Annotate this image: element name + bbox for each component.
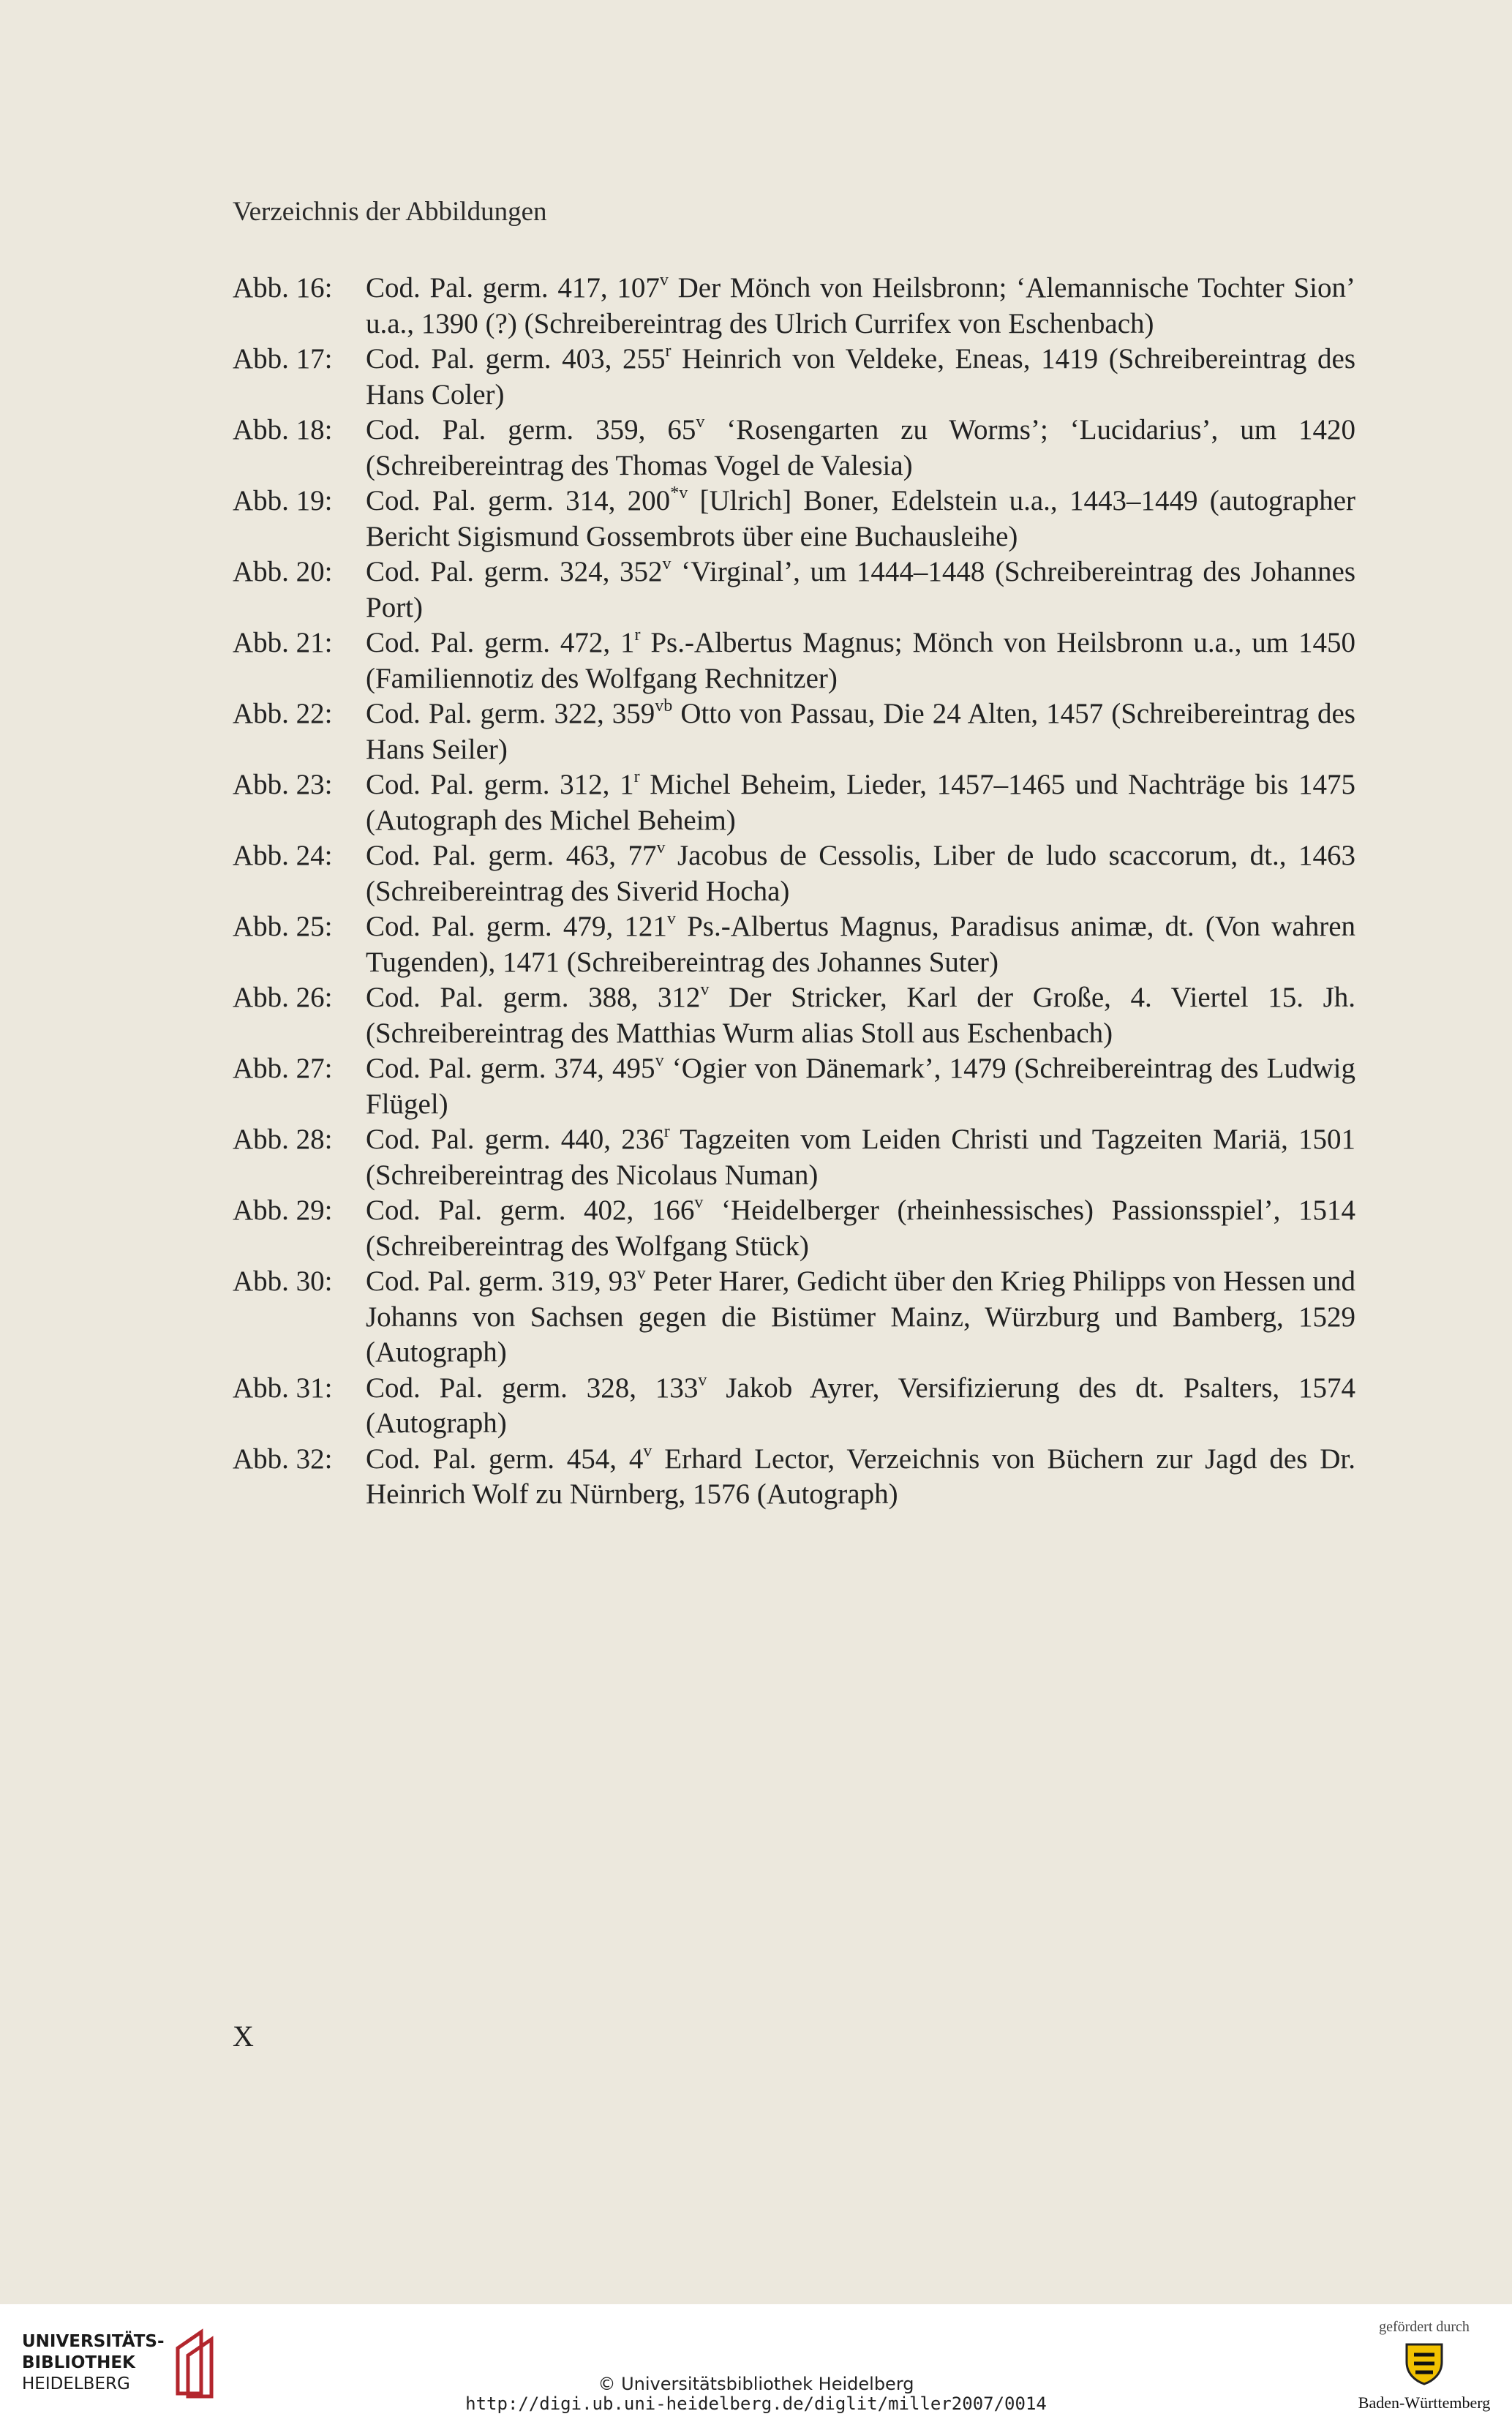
caption-description: Ps.-Albertus Magnus, Paradisus animæ, dt. (Von wahren Tugenden), 1471 (Schreibereintrag des Johannes Suter) [366,911,1356,978]
figure-caption [366,1442,1355,1513]
figure-number: Abb. 21: [233,627,333,658]
folio-side: r [663,1122,670,1141]
caption-shelfmark: Cod. Pal. germ. 463, 77 [366,840,657,871]
figure-number: Abb. 17: [233,343,333,375]
figure-caption [366,767,1355,838]
funding-credit [1351,2319,1497,2412]
figure-number: Abb. 29: [233,1195,333,1226]
figure-number: Abb. 32: [233,1443,333,1475]
folio-side: v [655,1051,664,1070]
caption-description: ‘Ogier von Dänemark’, 1479 (Schreibereintrag des Ludwig Flügel) [366,1053,1356,1120]
caption-description: Otto von Passau, Die 24 Alten, 1457 (Schreibereintrag des Hans Seiler) [366,698,1355,765]
caption-shelfmark: Cod. Pal. germ. 479, 121 [366,911,667,942]
folio-side: v [700,980,710,999]
caption-description: ‘Rosengarten zu Worms’; ‘Lucidarius’, um 1420 (Schreibereintrag des Thomas Vogel de Valesia) [366,414,1356,481]
figure-caption [366,1264,1355,1371]
caption-shelfmark: Cod. Pal. germ. 314, 200 [366,485,671,516]
folio-side: v [656,838,666,857]
caption-shelfmark: Cod. Pal. germ. 402, 166 [366,1195,695,1226]
figure-caption [366,980,1355,1051]
figure-number: Abb. 23: [233,769,333,800]
figure-entry [233,980,1355,1051]
figure-number: Abb. 31: [233,1372,333,1404]
caption-description: Jakob Ayrer, Versifizierung des dt. Psalters, 1574 (Autograph) [366,1372,1355,1439]
figure-number: Abb. 25: [233,911,333,942]
figure-number: Abb. 30: [233,1265,333,1297]
caption-description: Der Stricker, Karl der Große, 4. Viertel 15. Jh. (Schreibereintrag des Matthias Wurm alias Stoll aus Eschenbach) [366,982,1356,1049]
figure-list [233,271,1355,1513]
folio-side: v [698,1370,707,1390]
caption-shelfmark: Cod. Pal. germ. 417, 107 [366,272,660,304]
figure-entry [233,271,1355,342]
folio-side: v [666,909,676,928]
figure-caption [366,484,1355,554]
caption-shelfmark: Cod. Pal. germ. 403, 255 [366,343,666,375]
figure-number: Abb. 19: [233,485,333,516]
figure-entry [233,1442,1355,1513]
folio-side: v [694,1193,704,1212]
figure-caption [366,1371,1355,1442]
folio-side: r [665,342,672,361]
figure-entry [233,484,1355,554]
caption-description: Tagzeiten vom Leiden Christi und Tagzeiten Mariä, 1501 (Schreibereintrag des Nicolaus Numan) [366,1124,1356,1191]
caption-description: ‘Virginal’, um 1444–1448 (Schreibereintrag des Johannes Port) [366,556,1355,623]
figure-entry [233,767,1355,838]
figure-caption [366,838,1355,909]
library-name-line3: HEIDELBERG [22,2374,130,2393]
caption-shelfmark: Cod. Pal. germ. 388, 312 [366,982,701,1013]
figure-caption [366,625,1355,696]
figure-number: Abb. 16: [233,272,333,304]
page-number: X [233,2020,254,2053]
caption-description: [Ulrich] Boner, Edelstein u.a., 1443–1449 (autographer Bericht Sigismund Gossembrots über eine Buchausleihe) [366,485,1355,552]
figure-entry [233,625,1355,696]
figure-entry [233,1193,1355,1264]
folio-side: vb [655,696,673,715]
figure-entry [233,1264,1355,1371]
folio-side: v [662,554,672,573]
figure-number: Abb. 27: [233,1053,333,1084]
caption-shelfmark: Cod. Pal. germ. 322, 359 [366,698,655,729]
caption-shelfmark: Cod. Pal. germ. 472, 1 [366,627,635,658]
folio-side: v [643,1441,652,1461]
folio-side: v [696,413,705,432]
folio-side: *v [670,484,688,503]
figure-number: Abb. 18: [233,414,333,445]
figure-caption [366,1051,1355,1122]
caption-description: Jacobus de Cessolis, Liber de ludo scaccorum, dt., 1463 (Schreibereintrag des Siverid Hocha) [366,840,1355,907]
running-head: Verzeichnis der Abbildungen [233,197,547,227]
figure-caption [366,554,1355,625]
figure-caption [366,271,1355,342]
caption-description: Peter Harer, Gedicht über den Krieg Philipps von Hessen und Johanns von Sachsen gegen die Bistümer Mainz, Würzburg und Bamberg, 1529 (Autograph) [366,1265,1355,1368]
figure-caption [366,413,1355,484]
caption-shelfmark: Cod. Pal. germ. 374, 495 [366,1053,655,1084]
folio-side: v [659,271,669,290]
copyright-notice: © Universitätsbibliothek Heidelberg [598,2374,914,2394]
figure-number: Abb. 20: [233,556,333,587]
figure-entry [233,413,1355,484]
figure-entry [233,342,1355,413]
figure-number: Abb. 24: [233,840,333,871]
figure-entry [233,554,1355,625]
permalink[interactable]: http://digi.ub.uni-heidelberg.de/diglit/miller2007/0014 [465,2393,1047,2414]
figure-number: Abb. 26: [233,982,333,1013]
figure-entry [233,1122,1355,1193]
figure-caption [366,1193,1355,1264]
folio-side: r [633,767,640,786]
figure-entry [233,696,1355,767]
figure-entry [233,1051,1355,1122]
figure-caption [366,1122,1355,1193]
figure-number: Abb. 22: [233,698,333,729]
caption-shelfmark: Cod. Pal. germ. 324, 352 [366,556,663,587]
library-name-line2: BIBLIOTHEK [22,2353,135,2372]
caption-shelfmark: Cod. Pal. germ. 454, 4 [366,1443,644,1475]
caption-shelfmark: Cod. Pal. germ. 312, 1 [366,769,634,800]
funding-state: Baden-Württemberg [1358,2393,1491,2412]
figure-entry [233,838,1355,909]
funding-label: gefördert durch [1379,2319,1470,2335]
caption-shelfmark: Cod. Pal. germ. 359, 65 [366,414,696,445]
figure-caption [366,909,1355,980]
figure-number: Abb. 28: [233,1124,333,1155]
viewer-footer [0,2304,1512,2422]
folio-side: v [636,1264,646,1283]
caption-shelfmark: Cod. Pal. germ. 319, 93 [366,1265,637,1297]
caption-description: Erhard Lector, Verzeichnis von Büchern zur Jagd des Dr. Heinrich Wolf zu Nürnberg, 1576 (Autograph) [366,1443,1356,1510]
figure-entry [233,909,1355,980]
folio-side: r [634,625,641,644]
caption-description: Heinrich von Veldeke, Eneas, 1419 (Schreibereintrag des Hans Coler) [366,343,1355,410]
caption-shelfmark: Cod. Pal. germ. 328, 133 [366,1372,699,1404]
caption-description: Ps.-Albertus Magnus; Mönch von Heilsbronn u.a., um 1450 (Familiennotiz des Wolfgang Rechnitzer) [366,627,1355,694]
figure-caption [366,696,1355,767]
caption-description: ‘Heidelberger (rheinhessisches) Passionsspiel’, 1514 (Schreibereintrag des Wolfgang Stück) [366,1195,1355,1262]
figure-entry [233,1371,1355,1442]
state-crest-icon [1404,2340,1445,2385]
library-name-line1: UNIVERSITÄTS- [22,2331,165,2351]
caption-description: Michel Beheim, Lieder, 1457–1465 und Nachträge bis 1475 (Autograph des Michel Beheim) [366,769,1356,836]
caption-description: Der Mönch von Heilsbronn; ‘Alemannische Tochter Sion’ u.a., 1390 (?) (Schreibereintrag des Ulrich Currifex von Eschenbach) [366,272,1355,339]
figure-caption [366,342,1355,413]
caption-shelfmark: Cod. Pal. germ. 440, 236 [366,1124,664,1155]
